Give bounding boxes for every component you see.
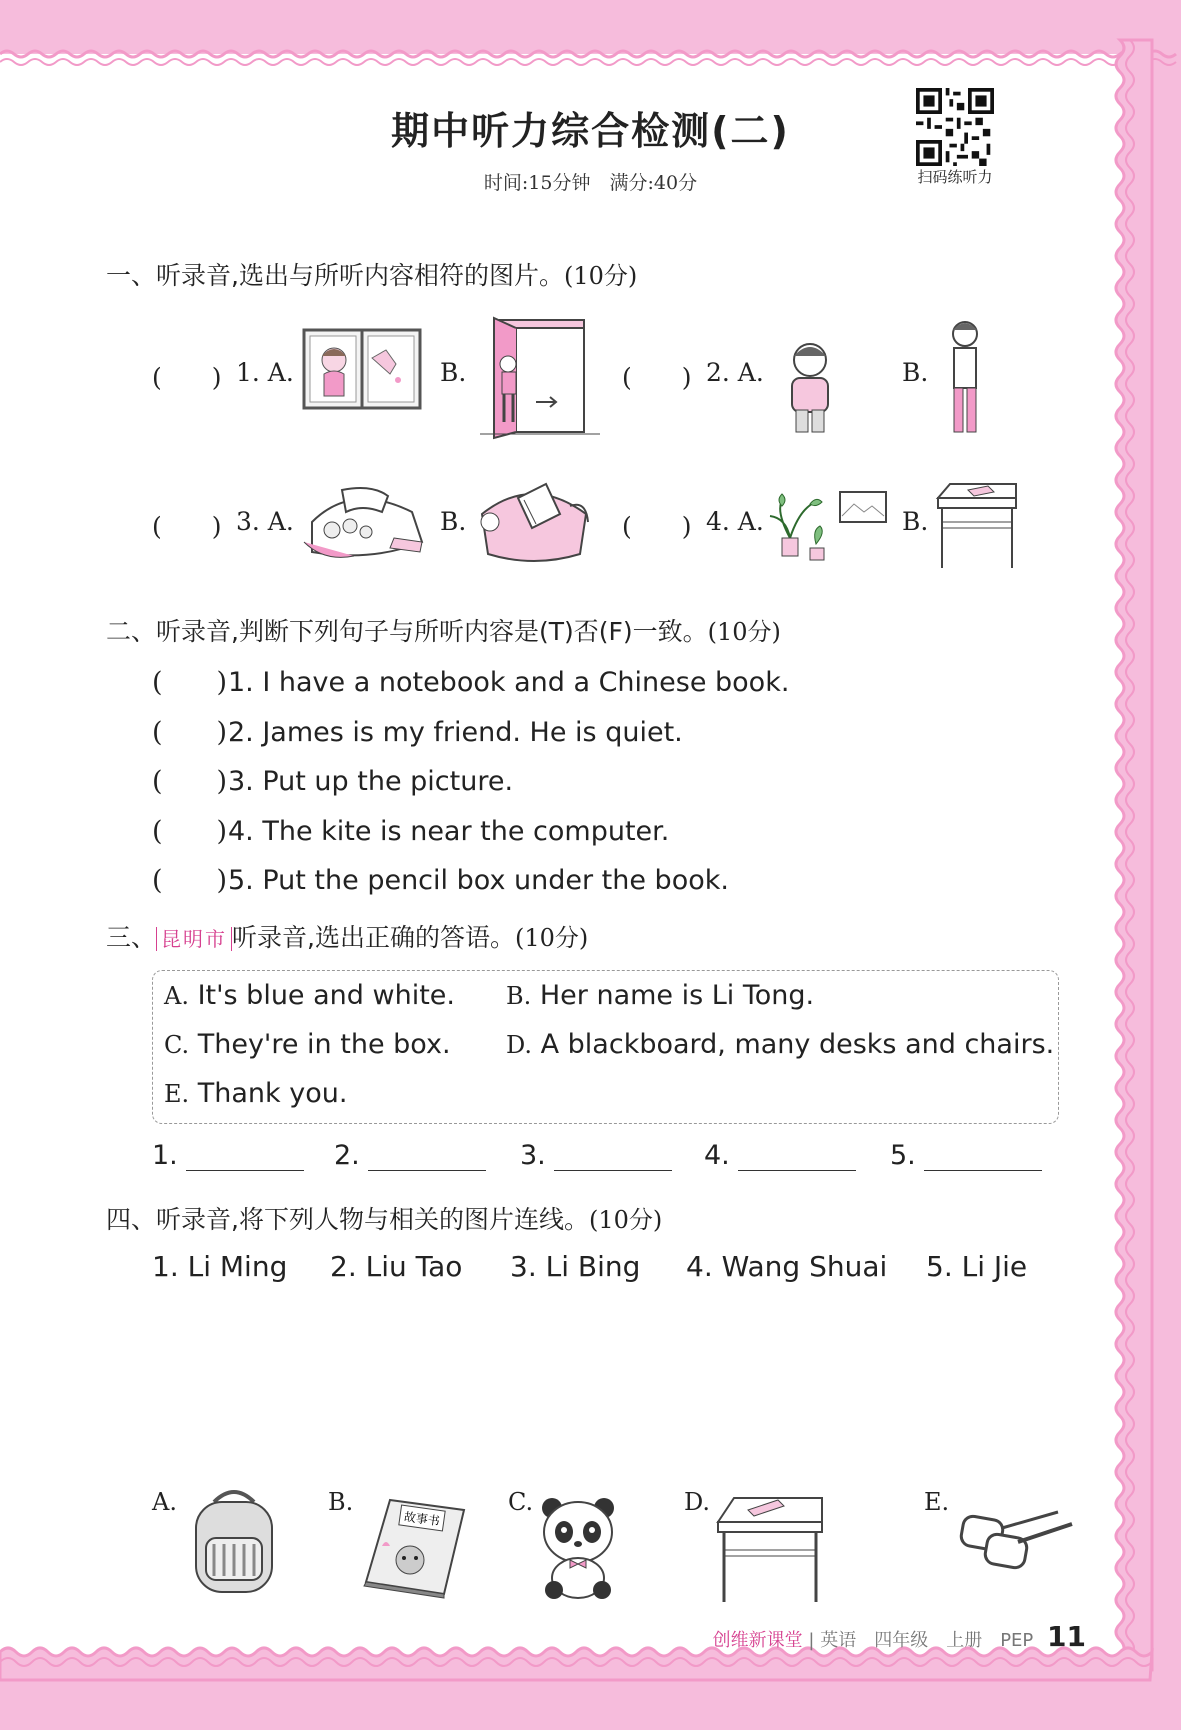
blank-line[interactable] xyxy=(554,1144,672,1171)
option-e xyxy=(164,1078,347,1109)
answer-blank-1[interactable] xyxy=(152,1140,304,1171)
blank-number: 1. xyxy=(152,1140,178,1171)
option-text: Thank you. xyxy=(197,1078,348,1109)
option-text: It's blue and white. xyxy=(197,980,455,1011)
page-title: 期中听力综合检测(二) xyxy=(391,109,790,153)
blank-line[interactable] xyxy=(186,1144,304,1171)
section3-points: (10分) xyxy=(514,924,589,952)
person-name[interactable]: 3. Li Bing xyxy=(510,1250,641,1283)
answer-paren-1[interactable]: ( ) xyxy=(152,363,222,392)
tf-item xyxy=(152,858,729,897)
answer-paren-2[interactable]: ( ) xyxy=(622,363,692,392)
tf-paren[interactable]: ( ) xyxy=(152,717,228,748)
blank-line[interactable] xyxy=(738,1144,856,1171)
blank-line[interactable] xyxy=(924,1144,1042,1171)
storybook-title: 故事书 xyxy=(403,1509,441,1529)
section1-heading-text: 一、听录音,选出与所听内容相符的图片。 xyxy=(106,261,564,290)
footer-brand: 创维新课堂 xyxy=(712,1630,803,1651)
tf-sentence: 4. The kite is near the computer. xyxy=(228,816,670,847)
region-tag: 昆明市 xyxy=(156,927,232,951)
answer-blank-3[interactable] xyxy=(520,1140,672,1171)
item-3-label: 3. A. xyxy=(236,507,294,536)
option-a xyxy=(164,980,455,1011)
door-boy-picture-icon[interactable] xyxy=(480,316,600,438)
option-letter: D. xyxy=(506,1031,533,1059)
blank-number: 3. xyxy=(520,1140,546,1171)
option-d xyxy=(506,1029,1054,1060)
section3-heading xyxy=(106,918,588,954)
item-3-option-b: B. xyxy=(440,507,467,536)
picture-label-a: A. xyxy=(152,1488,177,1516)
section3-prefix: 三、 xyxy=(106,923,157,952)
worksheet-page xyxy=(0,54,1128,1659)
time-score-info: 时间:15分钟 满分:40分 xyxy=(483,172,698,194)
tf-sentence: 2. James is my friend. He is quiet. xyxy=(228,717,683,748)
desk-picture-icon[interactable] xyxy=(932,480,1022,570)
tf-paren[interactable]: ( ) xyxy=(152,865,228,896)
option-text: They're in the box. xyxy=(197,1029,451,1060)
person-name[interactable]: 5. Li Jie xyxy=(926,1250,1028,1283)
section4-heading-text: 四、听录音,将下列人物与相关的图片连线。 xyxy=(106,1205,589,1234)
item-4-option-b: B. xyxy=(902,507,929,536)
answer-blank-2[interactable] xyxy=(334,1140,486,1171)
option-text: Her name is Li Tong. xyxy=(539,980,815,1011)
item-2-label: 2. A. xyxy=(706,358,764,387)
tf-paren[interactable]: ( ) xyxy=(152,667,228,698)
backpack-icon[interactable] xyxy=(184,1488,284,1596)
option-letter: B. xyxy=(506,982,532,1010)
plants-picture-icon[interactable] xyxy=(770,488,890,564)
option-letter: C. xyxy=(164,1031,190,1059)
section2-heading xyxy=(106,612,781,648)
panda-icon[interactable] xyxy=(536,1494,620,1600)
glasses-icon[interactable] xyxy=(958,1508,1076,1578)
option-c xyxy=(164,1029,451,1060)
blank-line[interactable] xyxy=(368,1144,486,1171)
picture-label-b: B. xyxy=(328,1488,354,1516)
item-2-option-b: B. xyxy=(902,358,929,387)
option-b xyxy=(506,980,814,1011)
picture-label-c: C. xyxy=(508,1488,534,1516)
section4-heading xyxy=(106,1200,662,1236)
option-letter: E. xyxy=(164,1080,190,1108)
qr-code-icon[interactable] xyxy=(916,88,994,166)
qr-label: 扫码练听力 xyxy=(917,168,993,186)
section3-heading-text: 听录音,选出正确的答语。 xyxy=(232,923,515,952)
storybook-icon[interactable] xyxy=(360,1494,470,1598)
tf-item xyxy=(152,660,789,699)
right-wave-border xyxy=(1106,40,1152,1670)
desk-with-book-icon[interactable] xyxy=(714,1494,826,1604)
bag-picture-icon[interactable] xyxy=(474,478,592,564)
option-text: A blackboard, many desks and chairs. xyxy=(540,1029,1055,1060)
section2-points: (10分) xyxy=(707,618,781,646)
top-wave-border xyxy=(0,40,1150,70)
tf-item xyxy=(152,759,513,798)
answer-paren-4[interactable]: ( ) xyxy=(622,512,692,541)
picture-label-e: E. xyxy=(924,1488,950,1516)
item-1-label: 1. A. xyxy=(236,358,294,387)
option-letter: A. xyxy=(164,982,189,1010)
tf-paren[interactable]: ( ) xyxy=(152,816,228,847)
tf-item xyxy=(152,710,683,749)
blank-number: 4. xyxy=(704,1140,730,1171)
item-1-option-b: B. xyxy=(440,358,467,387)
section4-points: (10分) xyxy=(588,1206,663,1234)
picture-label-d: D. xyxy=(684,1488,711,1516)
footer-info: 英语 四年级 上册 PEP xyxy=(820,1630,1034,1651)
page-footer xyxy=(713,1620,1086,1653)
window-picture-icon[interactable] xyxy=(302,328,422,410)
person-name[interactable]: 2. Liu Tao xyxy=(330,1250,463,1283)
answer-paren-3[interactable]: ( ) xyxy=(152,512,222,541)
answer-blank-4[interactable] xyxy=(704,1140,856,1171)
section2-heading-text: 二、听录音,判断下列句子与所听内容是(T)否(F)一致。 xyxy=(106,617,708,646)
tf-item xyxy=(152,809,669,848)
section1-points: (10分) xyxy=(563,262,638,290)
person-name[interactable]: 1. Li Ming xyxy=(152,1250,288,1283)
blank-number: 5. xyxy=(890,1140,916,1171)
short-boy-picture-icon[interactable] xyxy=(780,340,840,438)
blank-number: 2. xyxy=(334,1140,360,1171)
tf-sentence: 1. I have a notebook and a Chinese book. xyxy=(228,667,790,698)
footer-divider: | xyxy=(808,1630,815,1651)
person-name[interactable]: 4. Wang Shuai xyxy=(686,1250,888,1283)
page-number: 11 xyxy=(1047,1620,1086,1653)
item-4-label: 4. A. xyxy=(706,507,764,536)
tall-boy-picture-icon[interactable] xyxy=(940,318,990,440)
tf-sentence: 3. Put up the picture. xyxy=(228,766,514,797)
tf-sentence: 5. Put the pencil box under the book. xyxy=(228,865,729,896)
tf-paren[interactable]: ( ) xyxy=(152,766,228,797)
answer-blank-5[interactable] xyxy=(890,1140,1042,1171)
section1-heading xyxy=(106,256,637,292)
messy-bag-picture-icon[interactable] xyxy=(302,482,428,566)
